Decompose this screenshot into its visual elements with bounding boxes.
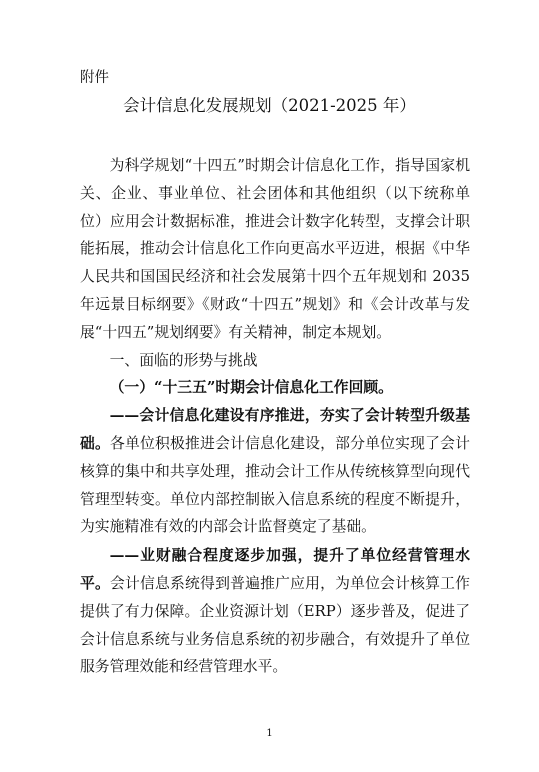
attachment-label: 附件	[80, 70, 109, 86]
item-lead-2: ——业财融合程度逐步加强，提升了单位经营管理水平。	[80, 547, 470, 592]
document-body	[80, 152, 470, 681]
page-number: 1	[266, 728, 273, 739]
document-title: 会计信息化发展规划（2021-2025 年）	[123, 96, 416, 115]
subsection-heading: （一）“十三五”时期会计信息化工作回顾。	[109, 379, 393, 397]
item-text-1: 各单位积极推进会计信息化建设，部分单位实现了会计核算的集中和共享处理，推动会计工作从传统核算型向现代管理型转变。单位内部控制嵌入信息系统的程度不断提升，为实施精准有效的内部会计监督奠定了基础。	[80, 434, 470, 536]
item-paragraph-2	[80, 542, 470, 681]
section-heading: 一、面临的形势与挑战	[109, 351, 258, 369]
intro-paragraph: 为科学规划“十四五”时期会计信息化工作，指导国家机关、企业、事业单位、社会团体和其他组织（以下统称单位）应用会计数据标准，推进会计数字化转型，支撑会计职能拓展，推动会计信息化工作向更高水平迈进，根据《中华人民共和国国民经济和社会发展第十四个五年规划和 2035 年远景目标纲要》《财政“十四五”规划》和《会计改革与发展“十四五”规划纲要》有关精神，制定本规划。	[80, 157, 470, 341]
item-lead-1: ——会计信息化建设有序推进，夯实了会计转型升级基础。	[80, 407, 470, 452]
item-paragraph-1	[80, 402, 470, 541]
item-text-2: 会计信息系统得到普遍推广应用，为单位会计核算工作提供了有力保障。企业资源计划（ERP）逐步普及，促进了会计信息系统与业务信息系统的初步融合，有效提升了单位服务管理效能和经营管理水平。	[80, 574, 470, 676]
